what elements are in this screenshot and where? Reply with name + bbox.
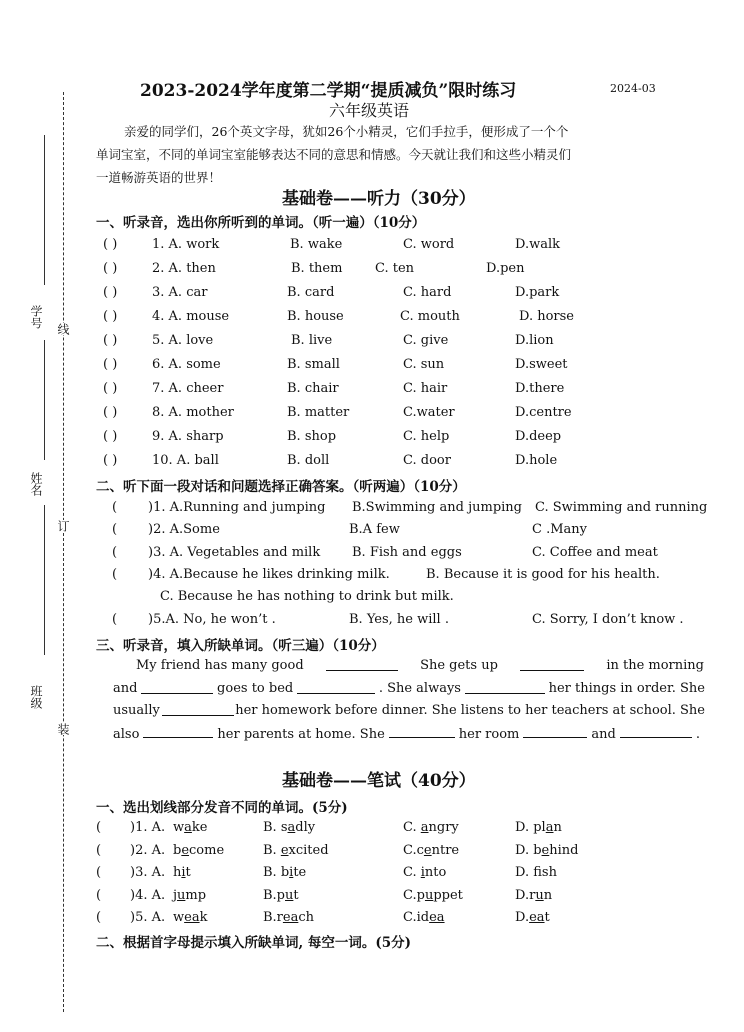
xuehao-label: 学号 [29, 305, 43, 329]
w1-q1-a-underlined: a [184, 820, 192, 835]
w1-q1-option-a [173, 820, 207, 835]
binding-dashed-line [63, 92, 64, 1012]
l2-q1-paren[interactable]: ( [112, 500, 118, 515]
w1-q1-d-post: n [553, 820, 562, 835]
l1-q5-option-c: C. give [403, 333, 449, 348]
l1-q7-paren[interactable]: ( ) [103, 381, 118, 396]
w1-q3-a-post: t [185, 865, 191, 880]
l1-q6-paren[interactable]: ( ) [103, 357, 118, 372]
w1-q1-option-b [263, 820, 315, 835]
ding-label: 订 [56, 520, 70, 532]
w1-q3-c-post: nto [424, 865, 447, 880]
l1-q10-option-a: 10. A. ball [152, 453, 219, 468]
w1-q3-b-underlined: i [289, 865, 294, 880]
w1-q1-paren[interactable]: ( [96, 820, 102, 835]
writing-part2-title: 二、根据首字母提示填入所缺单词, 每空一词。(5分) [96, 935, 412, 951]
w1-q5-d-post: t [544, 910, 550, 925]
l2-q1-a: )1. A.Running and jumping [148, 500, 326, 515]
l1-q8-option-b: B. matter [287, 405, 350, 420]
p3-l4-t1: also [113, 727, 140, 742]
p3-blank-3[interactable] [141, 681, 213, 694]
l2-q5-paren[interactable]: ( [112, 612, 118, 627]
w1-q5-option-d [515, 910, 550, 925]
w1-q1-option-c [403, 820, 459, 835]
l1-q5-option-a: 5. A. love [152, 333, 214, 348]
w1-q3-d-post: sh [541, 865, 557, 880]
w1-q4-option-a [173, 888, 206, 903]
xingming-label: 姓名 [29, 472, 43, 496]
w1-q3-b-post: te [293, 865, 307, 880]
l1-q1-option-d: D.walk [515, 237, 561, 252]
w1-q3-option-d [515, 865, 557, 880]
l1-q9-option-c: C. help [403, 429, 450, 444]
w1-q2-a-pre: b [173, 842, 182, 858]
w1-q2-d-post: hind [549, 842, 579, 858]
w1-q1-a-post: ke [191, 820, 208, 835]
l1-q1-option-b: B. wake [290, 237, 343, 252]
w1-q3-option-b [263, 865, 306, 880]
w1-q1-b-underlined: a [287, 820, 296, 835]
w1-q5-option-a [173, 910, 207, 925]
w1-q2-paren[interactable]: ( [96, 842, 102, 858]
xian-label: 线 [56, 323, 70, 335]
p3-blank-8[interactable] [389, 725, 455, 738]
w1-q3-c-pre: C. [403, 865, 421, 880]
w1-q4-b-post: t [293, 887, 299, 903]
w1-q2-option-c [403, 843, 459, 858]
w1-q2-b-post: xcited [288, 842, 329, 858]
xuehao-underline [44, 135, 45, 285]
l1-q7-option-b: B. chair [287, 381, 339, 396]
l1-q6-option-c: C. sun [403, 357, 445, 372]
w1-q5-d-underlined: ea [529, 910, 545, 925]
listening-part1-title: 一、听录音，选出你所听到的单词。（听一遍）（10分） [96, 215, 426, 231]
writing-part1-title: 一、选出划线部分发音不同的单词。(5分) [96, 800, 348, 816]
p3-l1-t2: She gets up [420, 658, 498, 673]
w1-q5-d-pre: D. [515, 910, 530, 925]
l2-q5-b: B. Yes, he will . [349, 612, 449, 627]
w1-q5-option-c [403, 910, 445, 925]
l1-q2-option-c: C. ten [375, 261, 415, 276]
p3-l4-t2: her parents at home. She [217, 727, 385, 742]
l1-q10-paren[interactable]: ( ) [103, 453, 118, 468]
intro-line-3: 一道畅游英语的世界！ [96, 170, 222, 185]
w1-q2-c-pre: C.c [403, 842, 424, 858]
w1-q4-d-post: n [543, 887, 553, 903]
banji-underline [44, 340, 45, 460]
p3-l2-t4: her things in order. She [548, 681, 705, 696]
page-title: 2023-2024学年度第二学期“提质减负”限时练习 [140, 81, 517, 101]
l1-q7-option-a: 7. A. cheer [152, 381, 224, 396]
l1-q4-option-d: D. horse [519, 309, 575, 324]
w1-q3-c-underlined: i [420, 865, 425, 880]
l1-q8-option-d: D.centre [515, 405, 572, 420]
p3-l2 [113, 681, 705, 696]
banji-label: 班级 [29, 685, 43, 709]
w1-q3-option-c [403, 865, 446, 880]
p3-l4-t4: and [591, 727, 616, 742]
l1-q6-option-a: 6. A. some [152, 357, 221, 372]
w1-q5-b-post: ch [298, 910, 315, 925]
w1-q2-c-underlined: e [423, 842, 432, 858]
l2-q4-b: B. Because it is good for his health. [426, 567, 660, 582]
p3-blank-1[interactable] [326, 658, 398, 671]
l2-q3-c: C. Coffee and meat [532, 545, 658, 560]
intro-line-2: 单词宝室，不同的单词宝室能够表达不同的意思和情感。今天就让我们和这些小精灵们 [96, 147, 572, 162]
l2-q2-c: C .Many [532, 522, 587, 537]
p3-l4 [113, 725, 700, 742]
l1-q3-option-b: B. card [287, 285, 335, 300]
page-subtitle: 六年级英语 [329, 101, 410, 120]
l1-q6-option-d: D.sweet [515, 357, 568, 372]
l1-q4-option-a: 4. A. mouse [152, 309, 230, 324]
p3-l1 [136, 658, 704, 673]
listening-heading: 基础卷——听力（30分） [282, 189, 476, 209]
p3-blank-6[interactable] [162, 703, 234, 716]
w1-q3-number: )3. A. [130, 865, 166, 880]
p3-blank-2[interactable] [520, 658, 584, 671]
exam-date: 2024-03 [610, 82, 656, 95]
w1-q2-d-pre: D. b [515, 842, 542, 858]
w1-q2-a-underlined: e [181, 842, 190, 858]
p3-l1-t1: My friend has many good [136, 658, 304, 673]
l1-q3-paren[interactable]: ( ) [103, 285, 118, 300]
l1-q2-option-d: D.pen [486, 261, 525, 276]
p3-l3-t2: her homework before dinner. She listens to her teachers at school. She [235, 703, 705, 718]
l1-q6-option-b: B. small [287, 357, 340, 372]
w1-q4-number: )4. A. [130, 887, 166, 903]
l1-q8-option-c: C.water [403, 405, 455, 420]
w1-q3-d-pre: D. f [515, 865, 542, 880]
writing-heading: 基础卷——笔试（40分） [282, 771, 476, 791]
l1-q10-option-b: B. doll [287, 453, 330, 468]
w1-q2-number: )2. A. [130, 842, 166, 858]
w1-q1-option-d [515, 820, 562, 835]
l1-q9-option-b: B. shop [287, 429, 337, 444]
w1-q4-d-pre: D.r [515, 887, 536, 903]
l1-q8-option-a: 8. A. mother [152, 405, 234, 420]
w1-q4-d-underlined: u [535, 887, 544, 903]
w1-q4-c-underlined: u [424, 887, 434, 903]
p3-blank-10[interactable] [620, 725, 692, 738]
w1-q1-b-post: dly [295, 820, 316, 835]
l2-q3-paren[interactable]: ( [112, 545, 118, 560]
intro-line-1: 亲爱的同学们，26个英文字母，犹如26个小精灵，它们手拉手，便形成了一个个 [124, 124, 569, 139]
l1-q2-option-b: B. them [291, 261, 343, 276]
w1-q2-b-underlined: e [280, 842, 289, 858]
w1-q1-d-pre: D. pl [515, 820, 546, 835]
l2-q4-paren[interactable]: ( [112, 567, 118, 582]
w1-q1-c-underlined: a [420, 820, 429, 835]
l1-q10-option-d: D.hole [515, 453, 558, 468]
p3-l2-t2: goes to bed [217, 681, 294, 696]
p3-blank-9[interactable] [523, 725, 587, 738]
w1-q2-option-b [263, 843, 329, 858]
l1-q1-paren[interactable]: ( ) [103, 237, 118, 252]
w1-q2-b-pre: B. [263, 842, 281, 858]
l2-q1-c: C. Swimming and running [535, 500, 708, 515]
w1-q2-c-post: ntre [431, 842, 460, 858]
w1-q1-c-pre: C. [403, 820, 421, 835]
p3-l1-t3: in the morning [606, 658, 704, 673]
l2-q2-b: B.A few [349, 522, 400, 537]
xingming-underline [44, 505, 45, 655]
w1-q1-number: )1. A. [130, 820, 166, 835]
l2-q4-c: C. Because he has nothing to drink but milk. [160, 589, 454, 604]
p3-l3-t1: usually [113, 703, 160, 718]
w1-q4-b-pre: B.p [263, 887, 286, 903]
l1-q9-option-d: D.deep [515, 429, 562, 444]
w1-q5-a-post: k [199, 910, 208, 925]
zhuang-label: 装 [56, 723, 70, 735]
w1-q4-b-underlined: u [285, 887, 294, 903]
l1-q8-paren[interactable]: ( ) [103, 405, 118, 420]
w1-q4-option-c [403, 888, 463, 903]
w1-q5-b-pre: B.r [263, 910, 283, 925]
l1-q3-option-d: D.park [515, 285, 560, 300]
w1-q4-option-b [263, 888, 299, 903]
w1-q4-c-pre: C.p [403, 887, 425, 903]
w1-q5-b-underlined: ea [282, 910, 299, 925]
w1-q4-c-post: ppet [433, 887, 463, 903]
w1-q2-option-a [173, 843, 224, 858]
l1-q4-option-b: B. house [287, 309, 344, 324]
l2-q3-b: B. Fish and eggs [352, 545, 462, 560]
l1-q5-paren[interactable]: ( ) [103, 333, 118, 348]
w1-q4-a-post: mp [185, 887, 207, 903]
l1-q4-paren[interactable]: ( ) [103, 309, 118, 324]
w1-q2-option-d [515, 843, 578, 858]
listening-part3-title: 三、听录音，填入所缺单词。（听三遍）（10分） [96, 638, 385, 654]
l1-q1-option-a: 1. A. work [152, 237, 220, 252]
w1-q5-number: )5. A. [130, 910, 166, 925]
l1-q7-option-c: C. hair [403, 381, 448, 396]
w1-q5-c-underlined: ea [429, 910, 445, 925]
l1-q9-paren[interactable]: ( ) [103, 429, 118, 444]
w1-q2-a-post: come [189, 842, 225, 858]
l2-q5-a: )5.A. No, he won’t . [148, 612, 276, 627]
l1-q3-option-c: C. hard [403, 285, 452, 300]
w1-q5-c-pre: C.id [403, 910, 430, 925]
w1-q1-a-pre: w [173, 820, 185, 835]
l1-q9-option-a: 9. A. sharp [152, 429, 224, 444]
l2-q5-c: C. Sorry, I don’t know . [532, 612, 684, 627]
w1-q5-paren[interactable]: ( [96, 910, 102, 925]
listening-part2-title: 二、听下面一段对话和问题选择正确答案。（听两遍）（10分） [96, 479, 466, 495]
l2-q2-paren[interactable]: ( [112, 522, 118, 537]
p3-blank-7[interactable] [143, 725, 213, 738]
l1-q1-option-c: C. word [403, 237, 455, 252]
w1-q3-paren[interactable]: ( [96, 865, 102, 880]
p3-blank-5[interactable] [465, 681, 545, 694]
l2-q3-a: )3. A. Vegetables and milk [148, 545, 321, 560]
w1-q1-d-underlined: a [545, 820, 554, 835]
p3-l4-t5: . [695, 727, 700, 742]
w1-q3-a-pre: h [173, 865, 182, 880]
l1-q2-paren[interactable]: ( ) [103, 261, 118, 276]
p3-l3 [113, 703, 705, 718]
p3-l2-t3: . She always [378, 681, 461, 696]
l1-q7-option-d: D.there [515, 381, 565, 396]
w1-q1-b-pre: B. s [263, 820, 288, 835]
p3-l2-t1: and [113, 681, 138, 696]
l2-q4-a: )4. A.Because he likes drinking milk. [148, 567, 390, 582]
w1-q1-c-post: ngry [428, 820, 459, 835]
w1-q3-option-a [173, 865, 191, 880]
w1-q5-a-pre: w [173, 910, 185, 925]
l1-q5-option-b: B. live [291, 333, 333, 348]
w1-q5-a-underlined: ea [184, 910, 200, 925]
w1-q5-option-b [263, 910, 314, 925]
w1-q3-b-pre: B. b [263, 865, 290, 880]
l1-q2-option-a: 2. A. then [152, 261, 216, 276]
p3-l4-t3: her room [458, 727, 520, 742]
l1-q10-option-c: C. door [403, 453, 451, 468]
l2-q2-a: )2. A.Some [148, 522, 220, 537]
w1-q4-a-underlined: u [177, 887, 186, 903]
l2-q1-b: B.Swimming and jumping [352, 500, 522, 515]
l1-q4-option-c: C. mouth [400, 309, 460, 324]
w1-q4-option-d [515, 888, 552, 903]
w1-q4-paren[interactable]: ( [96, 887, 102, 903]
w1-q3-a-underlined: i [181, 865, 186, 880]
w1-q4-a-pre: j [173, 887, 178, 903]
l1-q5-option-d: D.lion [515, 333, 554, 348]
w1-q2-d-underlined: e [541, 842, 550, 858]
l1-q3-option-a: 3. A. car [152, 285, 208, 300]
p3-blank-4[interactable] [297, 681, 375, 694]
